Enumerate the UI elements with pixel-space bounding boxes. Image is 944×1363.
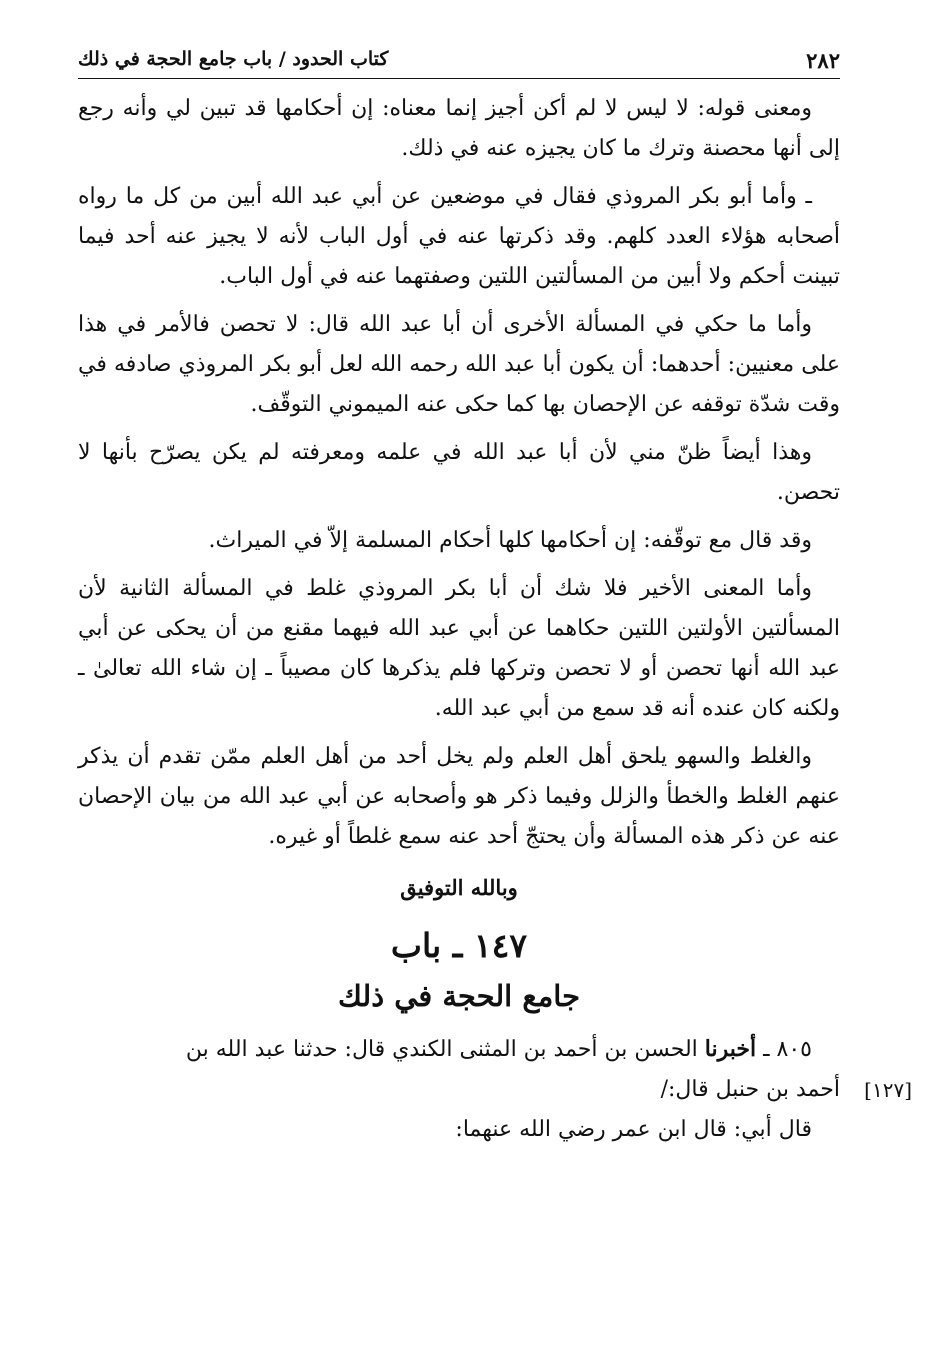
chapter-number: ١٤٧ ـ باب: [390, 926, 528, 965]
paragraph-3: وأما ما حكي في المسألة الأخرى أن أبا عبد الله قال: لا تحصن فالأمر في هذا على معنيين: أحدهما: أن يكون أبا عبد الله رحمه الله لعل أبو بكر المروذي صادفه في وقت شدّة توقفه عن الإحصان بها كما حكى عنه الميموني التوقّف.: [78, 312, 840, 417]
hadith-chain-continued: أحمد بن حنبل قال:/: [660, 1077, 840, 1102]
hadith-chain: الحسن بن أحمد بن المثنى الكندي قال: حدثنا عبد الله بن: [185, 1037, 698, 1062]
paragraph-7: والغلط والسهو يلحق أهل العلم ولم يخل أحد من أهل العلم ممّن تقدم أن يذكر عنهم الغلط والخطأ والزلل وفيما ذكر هو وأصحابه عن أبي عبد الله من بيان الإحصان عنه عن ذكر هذه المسألة وأن يحتجّ أحد عنه سمع غلطاً أو غيره.: [78, 744, 840, 849]
paragraph-5: وقد قال مع توقّفه: إن أحكامها كلها أحكام المسلمة إلاّ في الميراث.: [208, 528, 812, 553]
hadith-opening: [78, 1029, 840, 1070]
paragraph-4: وهذا أيضاً ظنّ مني لأن أبا عبد الله في علمه ومعرفته لم يكن يصرّح بأنها لا تحصن.: [78, 440, 840, 505]
main-text: [78, 89, 912, 1150]
hadith-matn-start: قال أبي: قال ابن عمر رضي الله عنهما:: [455, 1117, 812, 1142]
book-page: [78, 44, 912, 1150]
running-title: كتاب الحدود / باب جامع الحجة في ذلك: [78, 48, 389, 70]
hadith-lead-word: أخبرنا: [704, 1036, 757, 1062]
paragraph-1: ومعنى قوله: لا ليس لا لم أكن أجيز إنما معناه: إن أحكامها قد تبين لي وأنه رجع إلى أنها محصنة وترك ما كان يجيزه عنه في ذلك.: [78, 96, 840, 161]
closing-formula: وبالله التوفيق: [400, 875, 518, 900]
hadith-folio-line: [78, 1070, 912, 1110]
page-number: ٢٨٢: [806, 48, 840, 73]
running-header: [78, 44, 840, 79]
paragraph-6: وأما المعنى الأخير فلا شك أن أبا بكر المروذي غلط في المسألة الثانية لأن المسألتين الأولتين اللتين حكاهما عن أبي عبد الله فيهما مقنع من أن يحكى عن أبي عبد الله أنها تحصن أو لا تحصن وتركها فلم يذكرها كان مصيباً ـ إن شاء الله تعالىٰ ـ ولكنه كان عنده أنه قد سمع من أبي عبد الله.: [78, 576, 840, 721]
hadith-number: ٨٠٥ ـ: [763, 1037, 812, 1062]
paragraph-2: ـ وأما أبو بكر المروذي فقال في موضعين عن أبي عبد الله أبين من كل ما رواه أصحابه هؤلاء العدد كلهم. وقد ذكرتها عنه في أول الباب لأنه لا يجيز عنه أحد فيما تبينت أحكم ولا أبين من المسألتين اللتين وصفتهما عنه في أول الباب.: [78, 184, 840, 289]
chapter-title: جامع الحجة في ذلك: [337, 979, 581, 1013]
folio-marker: [١٢٧]: [864, 1078, 912, 1102]
